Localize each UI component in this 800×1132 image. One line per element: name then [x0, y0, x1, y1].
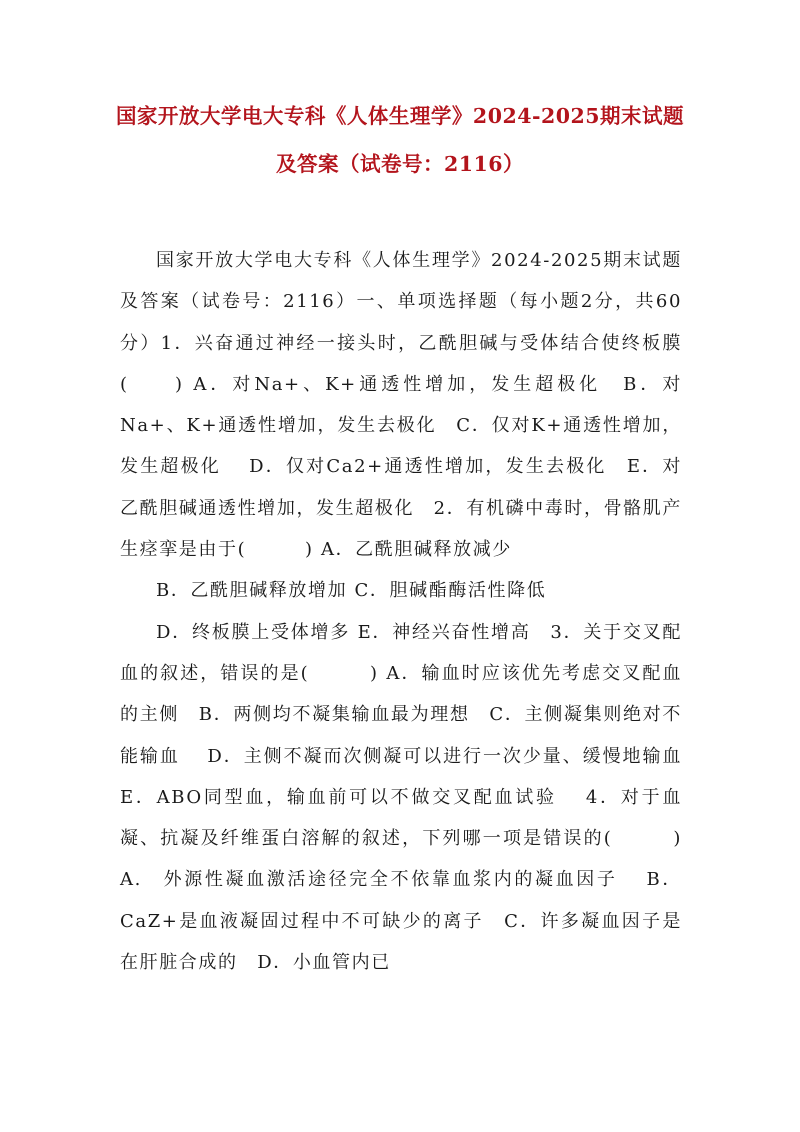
- document-title: 国家开放大学电大专科《人体生理学》2024-2025期末试题及答案（试卷号：2116）: [115, 104, 685, 176]
- body-paragraph: 国家开放大学电大专科《人体生理学》2024-2025期末试题及答案（试卷号：2116）一、单项选择题（每小题2分，共60分）1．兴奋通过神经一接头时，乙酰胆碱与受体结合使终板膜( ) A．对Na+、K+通透性增加，发生超极化 B．对Na+、K+通透性增加，发生去极化 C．仅对K+通透性增加，发生超极化 D．仅对Ca2+通透性增加，发生去极化 E．对乙酰胆碱通透性增加，发生超极化 2．有机磷中毒时，骨骼肌产生痉挛是由于( ) A．乙酰胆碱释放减少: [120, 250, 682, 561]
- body-paragraph: B．乙酰胆碱释放增加 C．胆碱酯酶活性降低: [156, 580, 547, 602]
- document-body: [120, 240, 682, 983]
- body-paragraph: D．终板膜上受体增多 E．神经兴奋性增高 3．关于交叉配血的叙述，错误的是( ) A．输血时应该优先考虑交叉配血的主侧 B．两侧均不凝集输血最为理想 C．主侧凝集则绝对不能输血 D．主侧不凝而次侧凝可以进行一次少量、缓慢地输血 E．ABO同型血，输血前可以不做交叉配血试验 4．对于血凝、抗凝及纤维蛋白溶解的叙述，下列哪一项是错误的( ) A. 外源性凝血激活途径完全不依靠血浆内的凝血因子 B．CaZ+是血液凝固过程中不可缺少的离子 C．许多凝血因子是在肝脏合成的 D．小血管内已: [120, 621, 682, 974]
